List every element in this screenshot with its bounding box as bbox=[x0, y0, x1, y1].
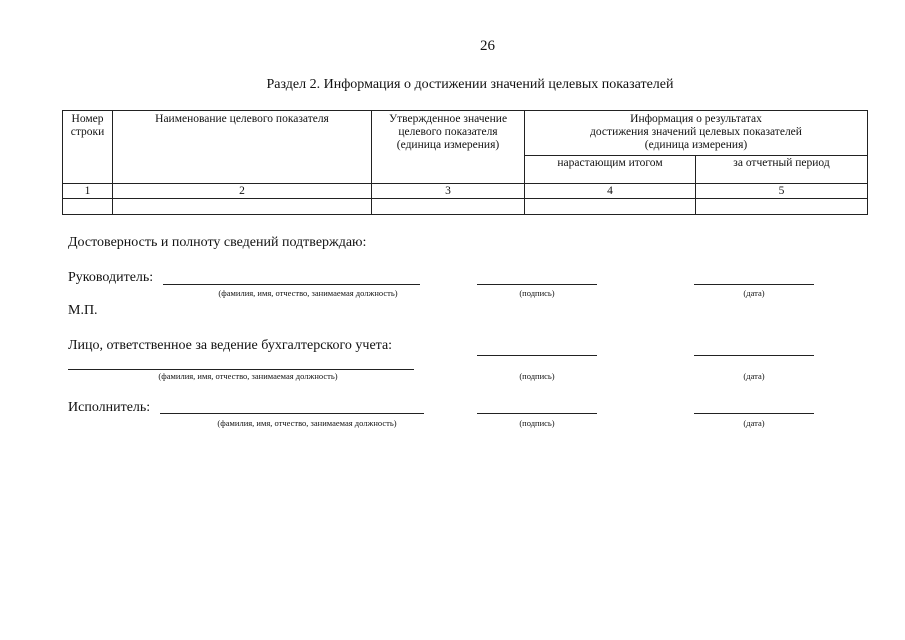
stamp-label: М.П. bbox=[68, 303, 98, 318]
head-name-line bbox=[163, 284, 420, 285]
accountant-signature-line bbox=[477, 355, 597, 356]
head-signature-caption: (подпись) bbox=[519, 288, 555, 298]
head-date-caption: (дата) bbox=[743, 288, 765, 298]
executor-date-line bbox=[694, 413, 814, 414]
indicators-table bbox=[62, 110, 868, 215]
column-number-3: 3 bbox=[372, 184, 525, 199]
head-signature-line bbox=[477, 284, 597, 285]
header-approved-value: Утвержденное значение целевого показателя (единица измерения) bbox=[372, 111, 525, 184]
table-column-numbers-row bbox=[63, 184, 868, 199]
executor-label: Исполнитель: bbox=[68, 400, 151, 415]
header-row-number: Номер строки bbox=[63, 111, 113, 184]
executor-name-line bbox=[160, 413, 424, 414]
accountant-label: Лицо, ответственное за ведение бухгалтерского учета: bbox=[68, 338, 393, 353]
accountant-signature-caption: (подпись) bbox=[519, 371, 555, 381]
head-label: Руководитель: bbox=[68, 270, 154, 285]
executor-signature-line bbox=[477, 413, 597, 414]
table-cell bbox=[372, 199, 525, 215]
column-number-5: 5 bbox=[696, 184, 868, 199]
column-number-2: 2 bbox=[113, 184, 372, 199]
table-row bbox=[63, 199, 868, 215]
accountant-name-caption: (фамилия, имя, отчество, занимаемая должность) bbox=[158, 371, 338, 381]
table-header-row bbox=[63, 111, 868, 156]
executor-name-caption: (фамилия, имя, отчество, занимаемая должность) bbox=[217, 418, 397, 428]
accountant-name-line bbox=[68, 369, 414, 370]
executor-date-caption: (дата) bbox=[743, 418, 765, 428]
table-cell bbox=[696, 199, 868, 215]
header-indicator-name: Наименование целевого показателя bbox=[113, 111, 372, 184]
header-results-info: Информация о результатах достижения значений целевых показателей (единица измерения) bbox=[525, 111, 868, 156]
header-cumulative: нарастающим итогом bbox=[525, 156, 696, 184]
head-name-caption: (фамилия, имя, отчество, занимаемая должность) bbox=[218, 288, 398, 298]
table-cell bbox=[113, 199, 372, 215]
header-reporting-period: за отчетный период bbox=[696, 156, 868, 184]
accountant-date-caption: (дата) bbox=[743, 371, 765, 381]
executor-signature-caption: (подпись) bbox=[519, 418, 555, 428]
head-date-line bbox=[694, 284, 814, 285]
column-number-1: 1 bbox=[63, 184, 113, 199]
column-number-4: 4 bbox=[525, 184, 696, 199]
section-title: Раздел 2. Информация о достижении значений целевых показателей bbox=[266, 77, 674, 92]
confirmation-text: Достоверность и полноту сведений подтверждаю: bbox=[68, 235, 367, 250]
accountant-date-line bbox=[694, 355, 814, 356]
page-number: 26 bbox=[480, 38, 495, 54]
table-cell bbox=[525, 199, 696, 215]
table-cell bbox=[63, 199, 113, 215]
